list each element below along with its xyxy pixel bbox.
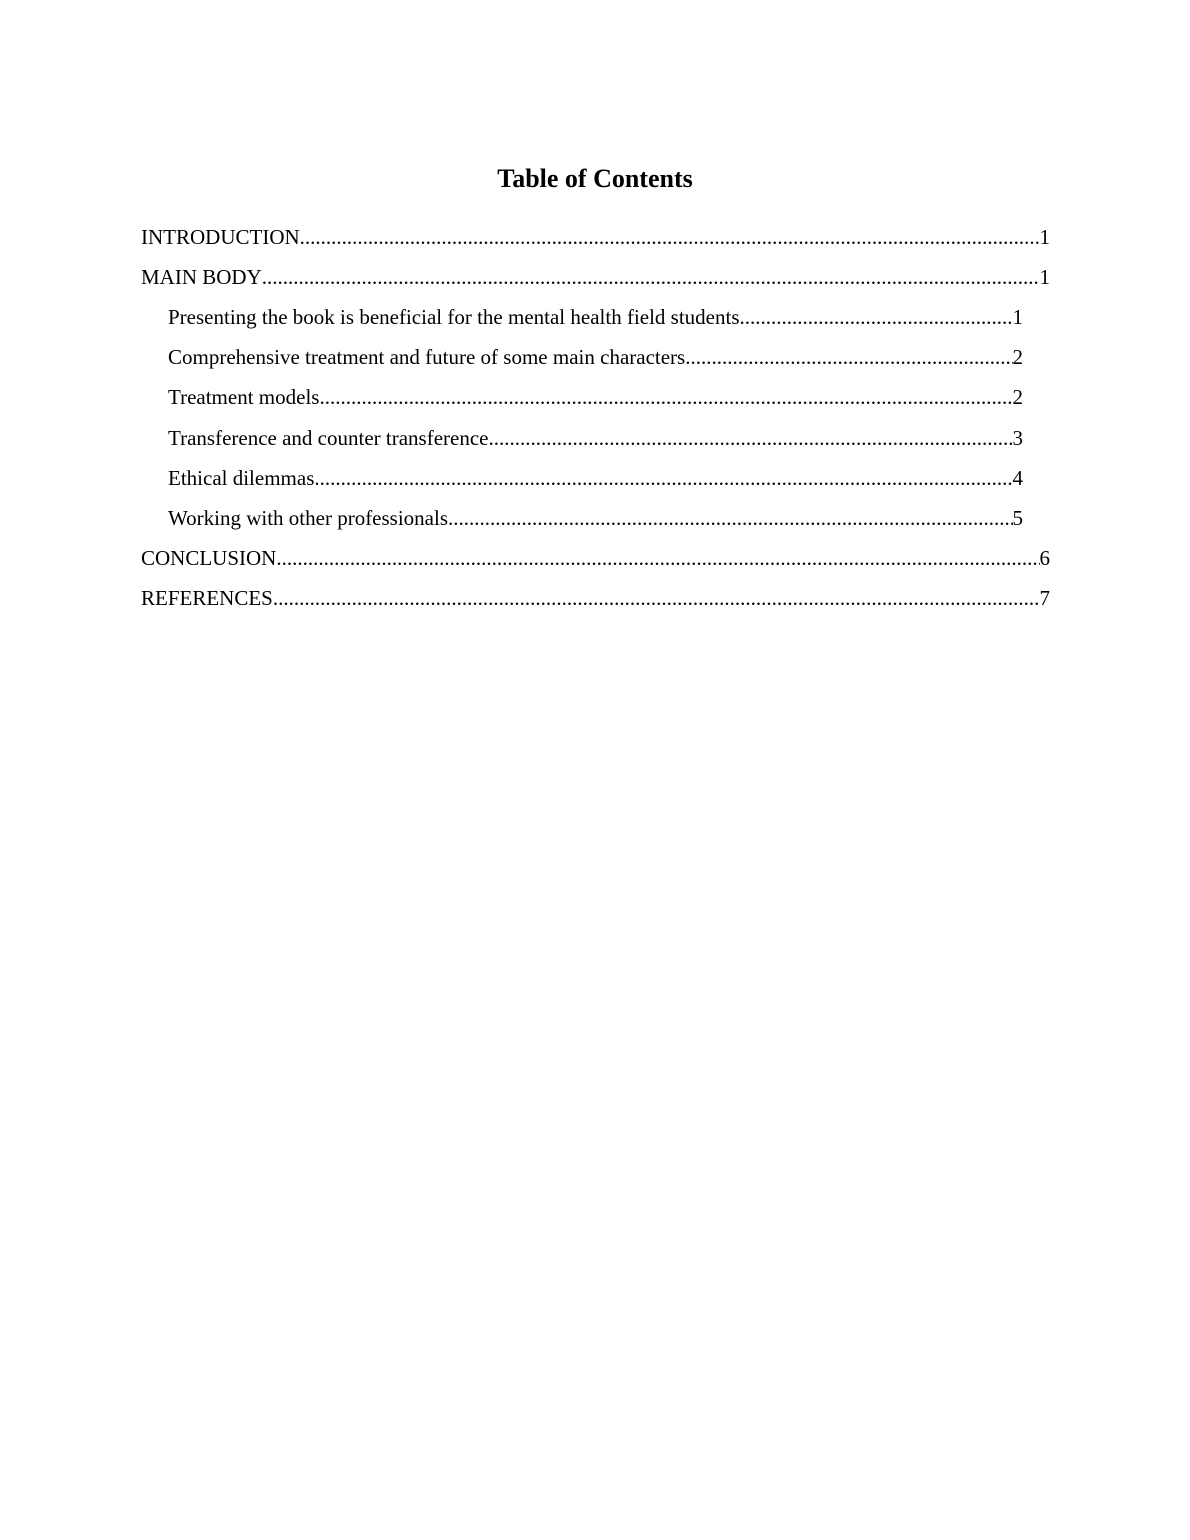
- toc-dot-leader: [740, 302, 1013, 332]
- toc-dot-leader: [319, 382, 1012, 412]
- toc-dot-leader: [273, 583, 1040, 613]
- toc-entry-introduction[interactable]: [141, 222, 1050, 252]
- toc-page-number: 7: [1039, 586, 1050, 610]
- toc-entry-title: INTRODUCTION: [141, 225, 300, 249]
- page-title: Table of Contents: [497, 164, 693, 193]
- toc-dot-leader: [300, 222, 1040, 252]
- toc-entry-conclusion[interactable]: [141, 543, 1050, 573]
- toc-entry-title: Comprehensive treatment and future of some main characters: [168, 345, 686, 369]
- toc-entry-title: Ethical dilemmas: [168, 466, 315, 490]
- toc-entry-title: Treatment models: [168, 385, 320, 409]
- toc-page-number: 1: [1039, 225, 1050, 249]
- toc-entry-presenting-the-book[interactable]: [168, 302, 1023, 332]
- toc-page-number: 2: [1012, 385, 1023, 409]
- toc-entry-main-body[interactable]: [141, 262, 1050, 292]
- toc-dot-leader: [685, 342, 1012, 372]
- toc-page-number: 6: [1039, 546, 1050, 570]
- toc-dot-leader: [448, 503, 1012, 533]
- toc-entry-title: REFERENCES: [141, 586, 273, 610]
- toc-entry-title: Presenting the book is beneficial for the mental health field students: [168, 305, 740, 329]
- toc-entry-title: MAIN BODY: [141, 265, 262, 289]
- toc-entry-comprehensive-treatment[interactable]: [168, 342, 1023, 372]
- toc-entry-treatment-models[interactable]: [168, 382, 1023, 412]
- toc-entry-title: CONCLUSION: [141, 546, 277, 570]
- toc-entry-title: Transference and counter transference: [168, 426, 489, 450]
- toc-page-number: 1: [1012, 305, 1023, 329]
- toc-dot-leader: [262, 262, 1040, 292]
- toc-dot-leader: [314, 463, 1012, 493]
- toc-entry-transference[interactable]: [168, 423, 1023, 453]
- toc-entry-working-with-professionals[interactable]: [168, 503, 1023, 533]
- toc-dot-leader: [488, 423, 1012, 453]
- toc-page-number: 5: [1012, 506, 1023, 530]
- toc-entry-title: Working with other professionals: [168, 506, 449, 530]
- toc-page-number: 3: [1012, 426, 1023, 450]
- toc-page-number: 1: [1039, 265, 1050, 289]
- toc-dot-leader: [276, 543, 1039, 573]
- toc-page-number: 4: [1012, 466, 1023, 490]
- toc-page-number: 2: [1012, 345, 1023, 369]
- toc-entry-ethical-dilemmas[interactable]: [168, 463, 1023, 493]
- toc-entry-references[interactable]: [141, 583, 1050, 613]
